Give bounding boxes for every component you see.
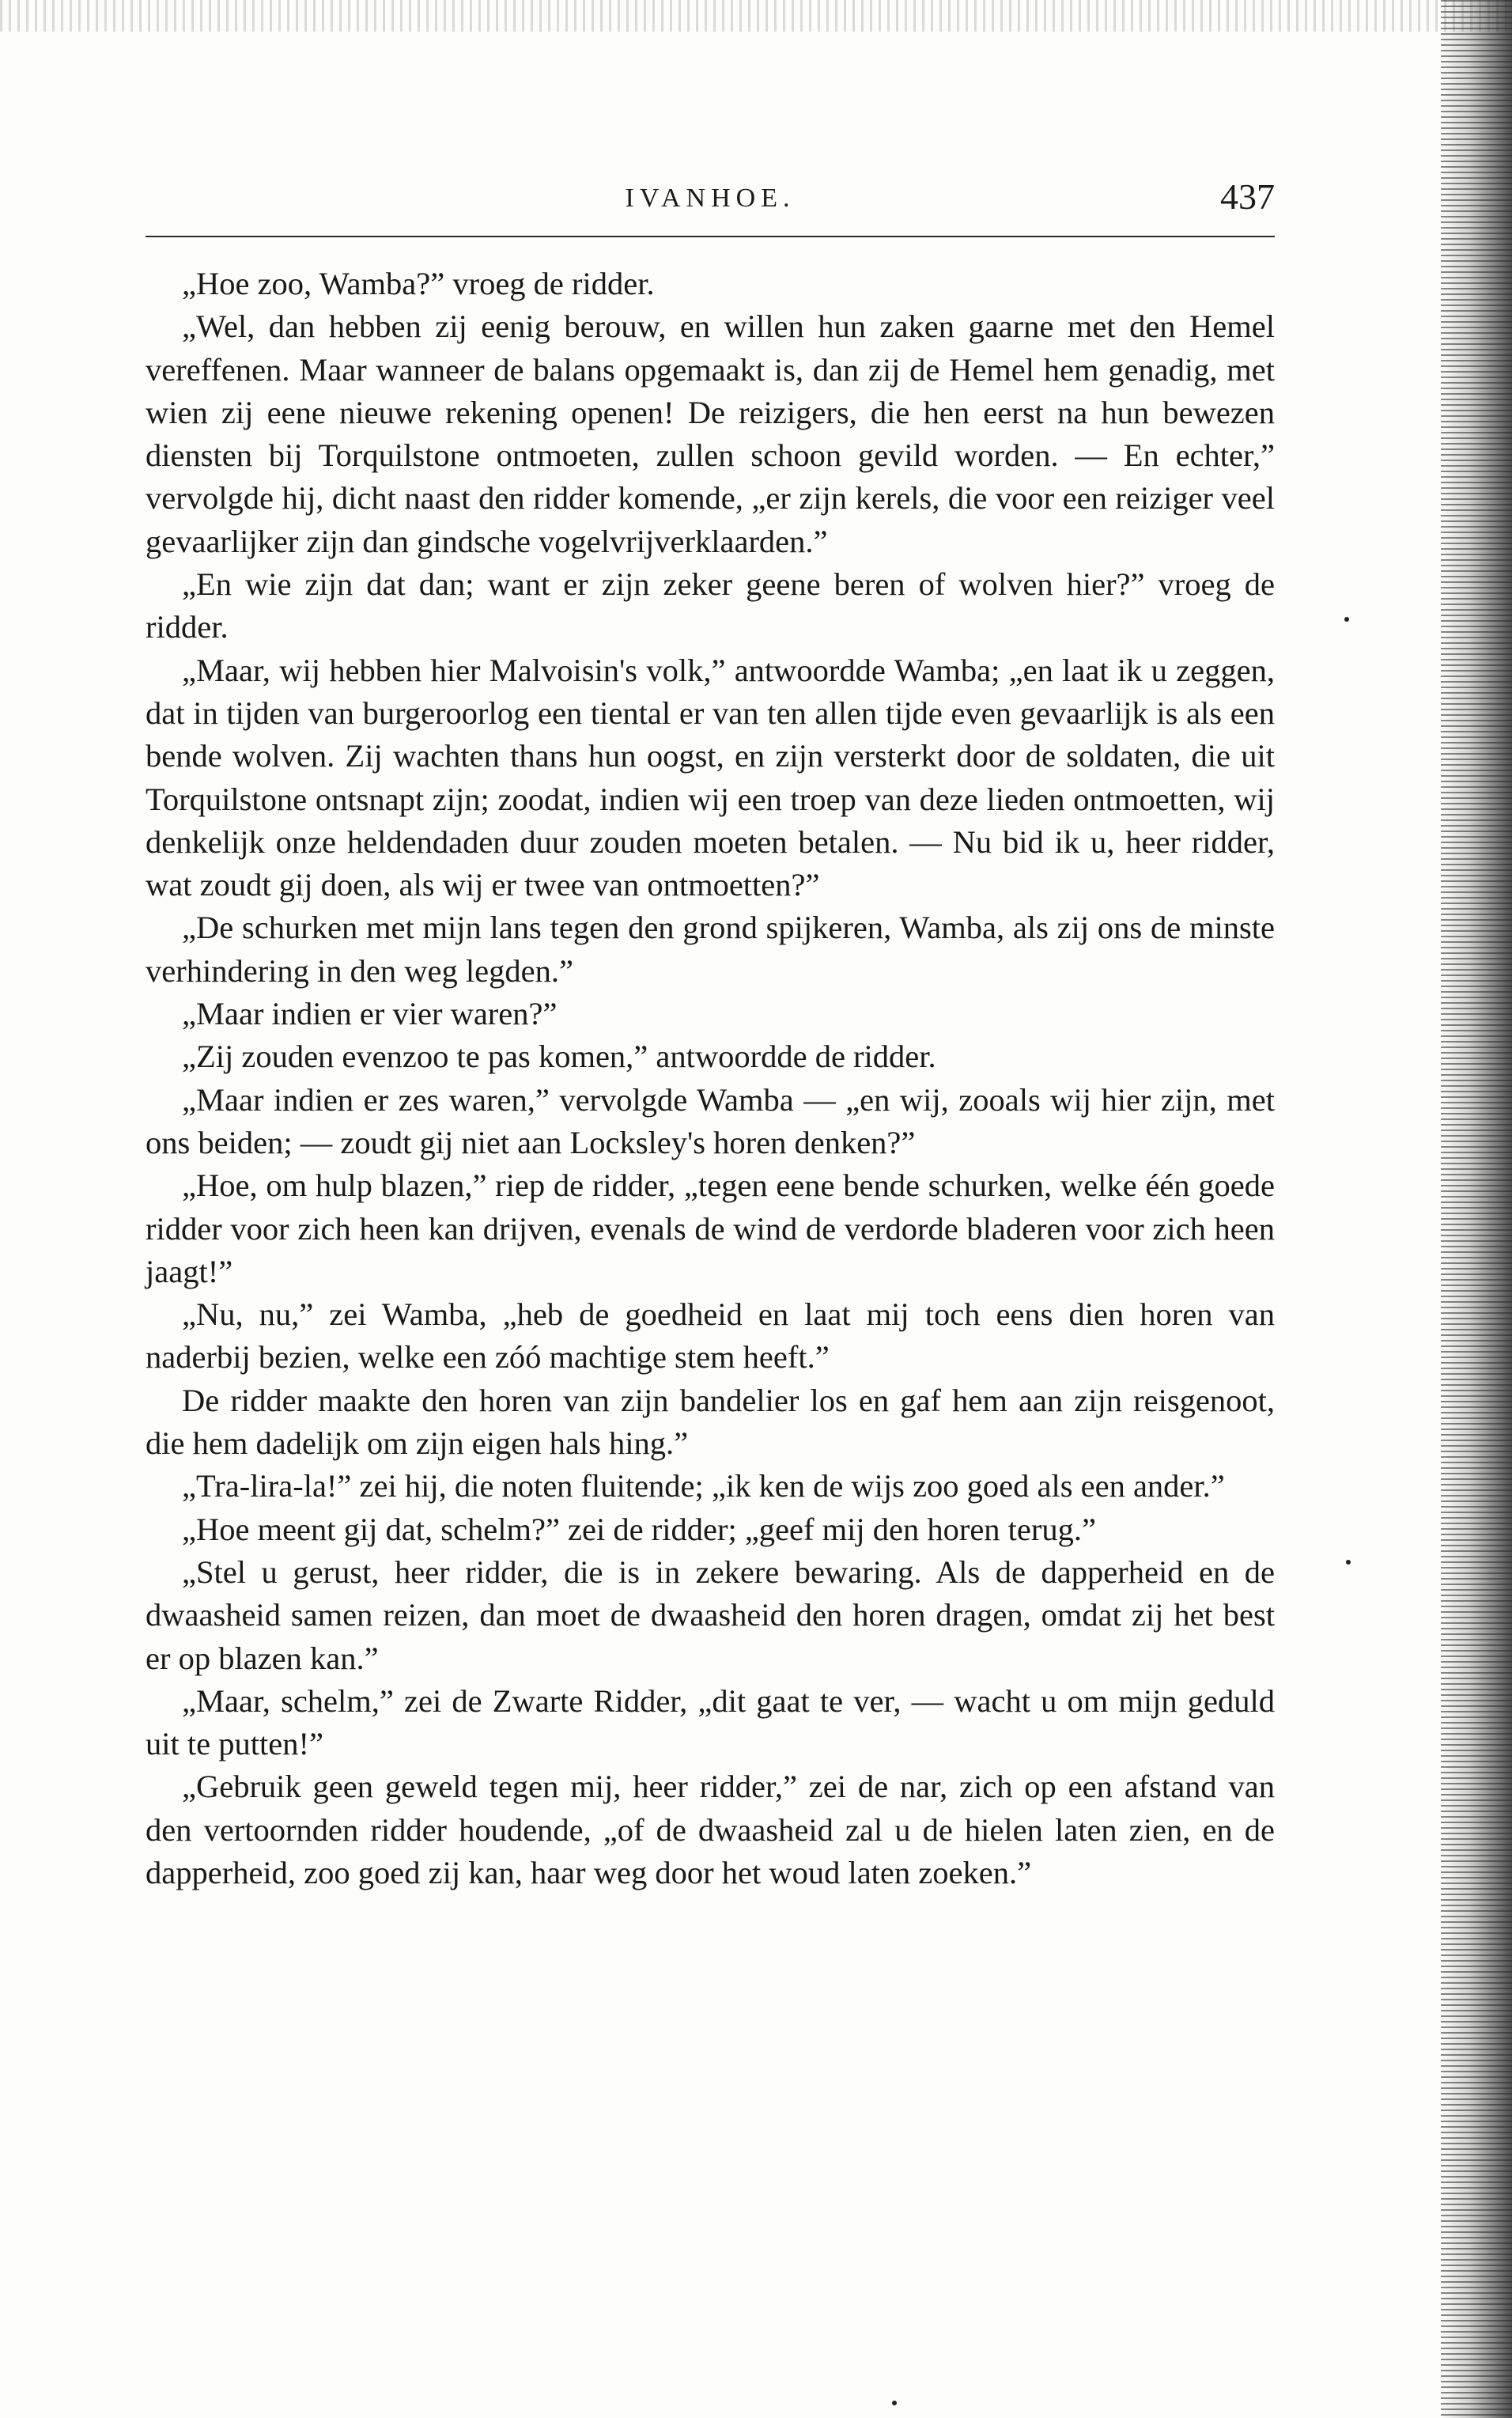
paragraph: „Tra-lira-la!” zei hij, die noten fluitende; „ik ken de wijs zoo goed als een ander.” — [182, 1468, 1225, 1504]
paragraph: „Gebruik geen geweld tegen mij, heer ridder,” zei de nar, zich op een afstand van den vertoornden ridder houdende, „of de dwaasheid zal u de hielen laten zien, en de dapperheid, zoo goed zij kan, haar weg door het woud laten zoeken.” — [146, 1769, 1275, 1890]
paragraph: „Hoe meent gij dat, schelm?” zei de ridder; „geef mij den horen terug.” — [182, 1511, 1096, 1547]
page-number: 437 — [1220, 176, 1275, 217]
body-text — [146, 263, 1275, 1894]
paragraph: „Maar indien er vier waren?” — [182, 996, 558, 1032]
paragraph: „Maar, schelm,” zei de Zwarte Ridder, „dit gaat te ver, — wacht u om mijn geduld uit te putten!” — [146, 1682, 1275, 1762]
scan-speck — [892, 2401, 897, 2405]
scan-speck — [1346, 1560, 1351, 1565]
paragraph: „Stel u gerust, heer ridder, die is in zekere bewaring. Als de dapperheid en de dwaasheid samen reizen, dan moet de dwaasheid den horen dragen, omdat zij het best er op blazen kan.” — [146, 1553, 1275, 1676]
paragraph: „En wie zijn dat dan; want er zijn zeker geene beren of wolven hier?” vroeg de ridder. — [146, 566, 1275, 645]
paragraph: „Nu, nu,” zei Wamba, „heb de goedheid en laat mij toch eens dien horen van naderbij bezien, welke een zóó machtige stem heeft.” — [146, 1296, 1275, 1375]
paragraph: „Hoe, om hulp blazen,” riep de ridder, „tegen eene bende schurken, welke één goede ridder voor zich heen kan drijven, evenals de wind de verdorde bladeren voor zich heen jaagt!” — [146, 1167, 1275, 1289]
page-header — [146, 176, 1275, 223]
paragraph: „Hoe zoo, Wamba?” vroeg de ridder. — [182, 266, 655, 301]
scan-edge-top — [0, 0, 1512, 32]
paragraph: „Maar, wij hebben hier Malvoisin's volk,” antwoordde Wamba; „en laat ik u zeggen, dat in tijden van burgeroorlog een tiental er van ten allen tijde even gevaarlijk is als een bende wolven. Zij wachten thans hun oogst, en zijn versterkt door de soldaten, die uit Torquilstone ontsnapt zijn; zoodat, indien wij een troep van deze lieden ontmoetten, wij denkelijk onze heldendaden duur zouden moeten betalen. — Nu bid ik u, heer ridder, wat zoudt gij doen, als wij er twee van ontmoetten?” — [146, 652, 1275, 903]
paragraph: „De schurken met mijn lans tegen den grond spijkeren, Wamba, als zij ons de minste verhindering in den weg legden.” — [146, 910, 1275, 989]
paragraph: „Zij zouden evenzoo te pas komen,” antwoordde de ridder. — [182, 1039, 936, 1075]
scan-speck — [1344, 617, 1349, 622]
paragraph: „Wel, dan hebben zij eenig berouw, en willen hun zaken gaarne met den Hemel vereffenen. Maar wanneer de balans opgemaakt is, dan zij de Hemel hem genadig, met wien zij eene nieuwe rekening openen! De reizigers, die hen eerst na hun bewezen diensten bij Torquilstone ontmoeten, zullen schoon gevild worden. — En echter,” vervolgde hij, dicht naast den ridder komende, „er zijn kerels, die voor een reiziger veel gevaarlijker zijn dan gindsche vogelvrijverklaarden.” — [146, 308, 1275, 559]
paragraph: „Maar indien er zes waren,” vervolgde Wamba — „en wij, zooals wij hier zijn, met ons beiden; — zoudt gij niet aan Locksley's horen denken?” — [146, 1081, 1275, 1160]
scan-edge-right — [1441, 0, 1512, 2418]
header-rule — [146, 236, 1275, 237]
running-title: IVANHOE. — [625, 184, 796, 213]
paragraph: De ridder maakte den horen van zijn bandelier los en gaf hem aan zijn reisgenoot, die hem dadelijk om zijn eigen hals hing.” — [146, 1382, 1275, 1462]
